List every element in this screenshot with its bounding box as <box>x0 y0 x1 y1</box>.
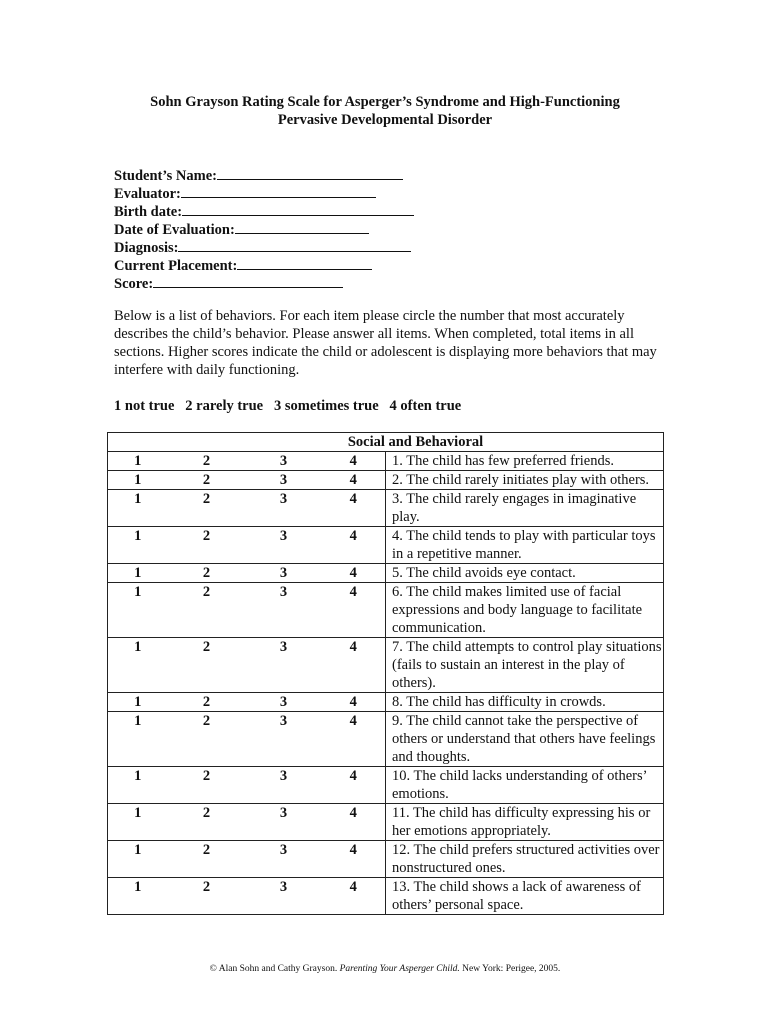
rating-option-1[interactable]: 1 <box>108 490 168 527</box>
rating-option-4[interactable]: 4 <box>322 712 386 767</box>
rating-option-1[interactable]: 1 <box>108 452 168 471</box>
rating-option-4[interactable]: 4 <box>322 804 386 841</box>
field-label: Student’s Name: <box>114 168 217 184</box>
rating-option-2[interactable]: 2 <box>168 712 246 767</box>
instructions-paragraph: Below is a list of behaviors. For each item please circle the number that most accurately describes the child’s behavior. Please answer all items. When completed, total items in all sections. Higher scores indicate the child or adolescent is displaying more behaviors that may interfere with daily functioning. <box>114 308 657 378</box>
rating-row <box>108 804 664 841</box>
document-title <box>0 93 770 129</box>
scale-legend: 1 not true 2 rarely true 3 sometimes true 4 often true <box>114 398 462 414</box>
rating-option-2[interactable]: 2 <box>168 767 246 804</box>
rating-option-3[interactable]: 3 <box>246 527 322 564</box>
rating-option-3[interactable]: 3 <box>246 583 322 638</box>
rating-row <box>108 767 664 804</box>
rating-option-3[interactable]: 3 <box>246 452 322 471</box>
rating-option-1[interactable]: 1 <box>108 804 168 841</box>
rating-option-2[interactable]: 2 <box>168 471 246 490</box>
behavior-item-text: 1. The child has few preferred friends. <box>386 452 664 471</box>
rating-option-4[interactable]: 4 <box>322 471 386 490</box>
rating-option-3[interactable]: 3 <box>246 638 322 693</box>
current-placement-input[interactable] <box>237 256 372 270</box>
behavior-item-text: 11. The child has difficulty expressing his or her emotions appropriately. <box>386 804 664 841</box>
rating-option-3[interactable]: 3 <box>246 471 322 490</box>
rating-option-2[interactable]: 2 <box>168 490 246 527</box>
field-date-of-evaluation <box>114 220 414 238</box>
rating-option-4[interactable]: 4 <box>322 583 386 638</box>
rating-row <box>108 564 664 583</box>
rating-option-2[interactable]: 2 <box>168 804 246 841</box>
behavior-item-text: 3. The child rarely engages in imaginative play. <box>386 490 664 527</box>
rating-option-1[interactable]: 1 <box>108 471 168 490</box>
rating-option-4[interactable]: 4 <box>322 767 386 804</box>
rating-option-3[interactable]: 3 <box>246 841 322 878</box>
rating-row <box>108 693 664 712</box>
rating-option-2[interactable]: 2 <box>168 527 246 564</box>
rating-option-4[interactable]: 4 <box>322 564 386 583</box>
rating-row <box>108 452 664 471</box>
rating-row <box>108 878 664 915</box>
behavior-item-text: 10. The child lacks understanding of others’ emotions. <box>386 767 664 804</box>
behavior-item-text: 6. The child makes limited use of facial expressions and body language to facilitate communication. <box>386 583 664 638</box>
rating-option-1[interactable]: 1 <box>108 527 168 564</box>
behavior-item-text: 12. The child prefers structured activities over nonstructured ones. <box>386 841 664 878</box>
rating-row <box>108 583 664 638</box>
rating-option-4[interactable]: 4 <box>322 527 386 564</box>
rating-option-4[interactable]: 4 <box>322 638 386 693</box>
field-current-placement <box>114 256 414 274</box>
rating-row <box>108 841 664 878</box>
field-label: Date of Evaluation: <box>114 222 235 238</box>
field-birth-date <box>114 202 414 220</box>
field-evaluator <box>114 184 414 202</box>
rating-table <box>107 432 664 915</box>
field-diagnosis <box>114 238 414 256</box>
birth-date-input[interactable] <box>182 202 414 216</box>
rating-row <box>108 527 664 564</box>
rating-option-2[interactable]: 2 <box>168 638 246 693</box>
rating-option-4[interactable]: 4 <box>322 693 386 712</box>
rating-option-2[interactable]: 2 <box>168 841 246 878</box>
section-header-row <box>108 433 664 452</box>
behavior-item-text: 2. The child rarely initiates play with others. <box>386 471 664 490</box>
citation-footer <box>0 964 770 974</box>
field-label: Diagnosis: <box>114 240 179 256</box>
behavior-item-text: 5. The child avoids eye contact. <box>386 564 664 583</box>
rating-rows <box>108 452 664 915</box>
rating-option-1[interactable]: 1 <box>108 583 168 638</box>
behavior-item-text: 13. The child shows a lack of awareness of others’ personal space. <box>386 878 664 915</box>
rating-row <box>108 712 664 767</box>
rating-option-2[interactable]: 2 <box>168 452 246 471</box>
rating-option-1[interactable]: 1 <box>108 767 168 804</box>
footer-suffix: New York: Perigee, 2005. <box>459 964 561 974</box>
rating-option-2[interactable]: 2 <box>168 878 246 915</box>
rating-option-1[interactable]: 1 <box>108 564 168 583</box>
rating-option-3[interactable]: 3 <box>246 878 322 915</box>
student-info-fields <box>114 166 414 292</box>
rating-option-2[interactable]: 2 <box>168 583 246 638</box>
rating-option-1[interactable]: 1 <box>108 712 168 767</box>
rating-option-3[interactable]: 3 <box>246 564 322 583</box>
rating-option-1[interactable]: 1 <box>108 693 168 712</box>
rating-option-1[interactable]: 1 <box>108 841 168 878</box>
footer-prefix: © Alan Sohn and Cathy Grayson. <box>209 964 340 974</box>
rating-row <box>108 471 664 490</box>
field-label: Birth date: <box>114 204 183 220</box>
field-label: Score: <box>114 276 154 292</box>
rating-option-3[interactable]: 3 <box>246 767 322 804</box>
rating-row <box>108 638 664 693</box>
field-label: Evaluator: <box>114 186 181 202</box>
rating-option-3[interactable]: 3 <box>246 804 322 841</box>
rating-option-4[interactable]: 4 <box>322 878 386 915</box>
behavior-item-text: 9. The child cannot take the perspective of others or understand that others have feelings and thoughts. <box>386 712 664 767</box>
rating-option-4[interactable]: 4 <box>322 452 386 471</box>
rating-option-4[interactable]: 4 <box>322 841 386 878</box>
score-input[interactable] <box>153 274 343 288</box>
behavior-item-text: 8. The child has difficulty in crowds. <box>386 693 664 712</box>
rating-option-2[interactable]: 2 <box>168 564 246 583</box>
rating-option-3[interactable]: 3 <box>246 693 322 712</box>
rating-option-3[interactable]: 3 <box>246 712 322 767</box>
rating-option-1[interactable]: 1 <box>108 878 168 915</box>
student-name-input[interactable] <box>217 166 403 180</box>
date-of-evaluation-input[interactable] <box>235 220 369 234</box>
rating-option-2[interactable]: 2 <box>168 693 246 712</box>
rating-option-4[interactable]: 4 <box>322 490 386 527</box>
behavior-item-text: 4. The child tends to play with particular toys in a repetitive manner. <box>386 527 664 564</box>
rating-option-1[interactable]: 1 <box>108 638 168 693</box>
field-score <box>114 274 414 292</box>
evaluator-input[interactable] <box>181 184 376 198</box>
title-line-1: Sohn Grayson Rating Scale for Asperger’s Syndrome and High-Functioning <box>150 94 620 110</box>
rating-option-3[interactable]: 3 <box>246 490 322 527</box>
title-line-2: Pervasive Developmental Disorder <box>277 112 493 128</box>
footer-book-title: Parenting Your Asperger Child. <box>339 964 460 974</box>
diagnosis-input[interactable] <box>178 238 411 252</box>
field-label: Current Placement: <box>114 258 238 274</box>
behavior-item-text: 7. The child attempts to control play situations (fails to sustain an interest in the play of others). <box>386 638 664 693</box>
section-title: Social and Behavioral <box>108 433 664 452</box>
rating-row <box>108 490 664 527</box>
field-student-name <box>114 166 414 184</box>
